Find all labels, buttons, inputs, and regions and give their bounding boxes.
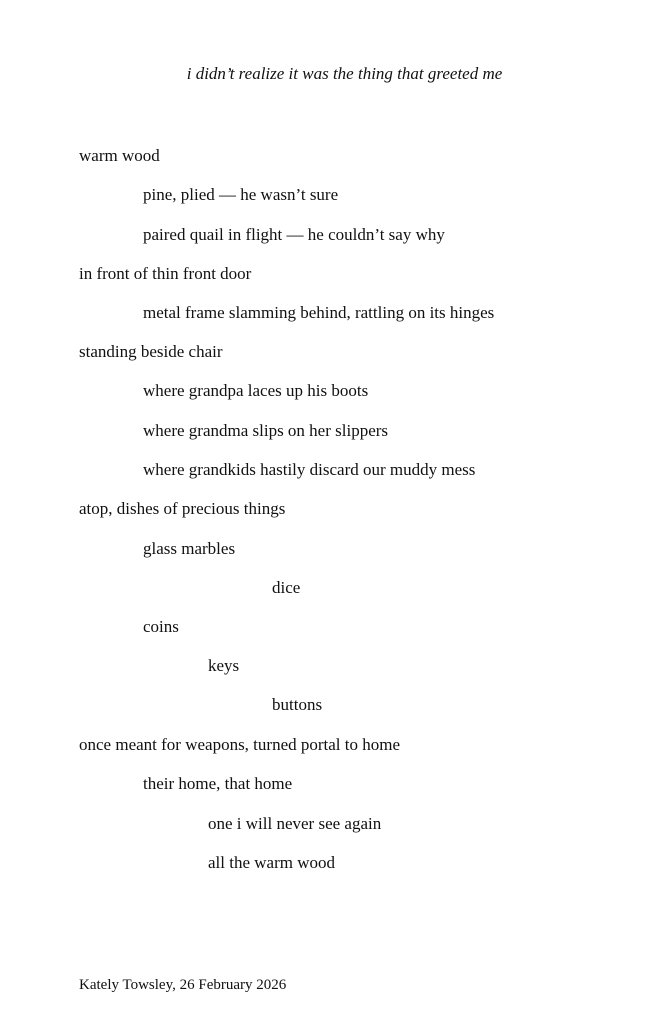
poem-line: where grandkids hastily discard our muddy mess: [143, 460, 476, 479]
poem-line: paired quail in flight — he couldn’t say why: [143, 225, 445, 244]
poem-line: once meant for weapons, turned portal to home: [79, 735, 401, 754]
poem-line: buttons: [272, 695, 323, 714]
poem-line: coins: [143, 617, 179, 636]
poem-line: keys: [208, 656, 240, 675]
poem-line: atop, dishes of precious things: [79, 499, 286, 518]
poem-line: their home, that home: [143, 774, 293, 793]
poem-line: metal frame slamming behind, rattling on its hinges: [143, 303, 495, 322]
poem-line: where grandpa laces up his boots: [143, 381, 369, 400]
poem-line: in front of thin front door: [79, 264, 252, 283]
poem-line: glass marbles: [143, 539, 236, 558]
poem-line: one i will never see again: [208, 814, 382, 833]
poem-line: all the warm wood: [208, 853, 335, 872]
poem-line: pine, plied — he wasn’t sure: [143, 185, 339, 204]
poem-line: where grandma slips on her slippers: [143, 421, 389, 440]
poem-line: dice: [272, 578, 301, 597]
poem-title: i didn’t realize it was the thing that greeted me: [186, 64, 503, 83]
poem-line: standing beside chair: [79, 342, 223, 361]
poem-line: warm wood: [79, 146, 160, 165]
author-byline: Kately Towsley, 26 February 2026: [79, 977, 287, 993]
